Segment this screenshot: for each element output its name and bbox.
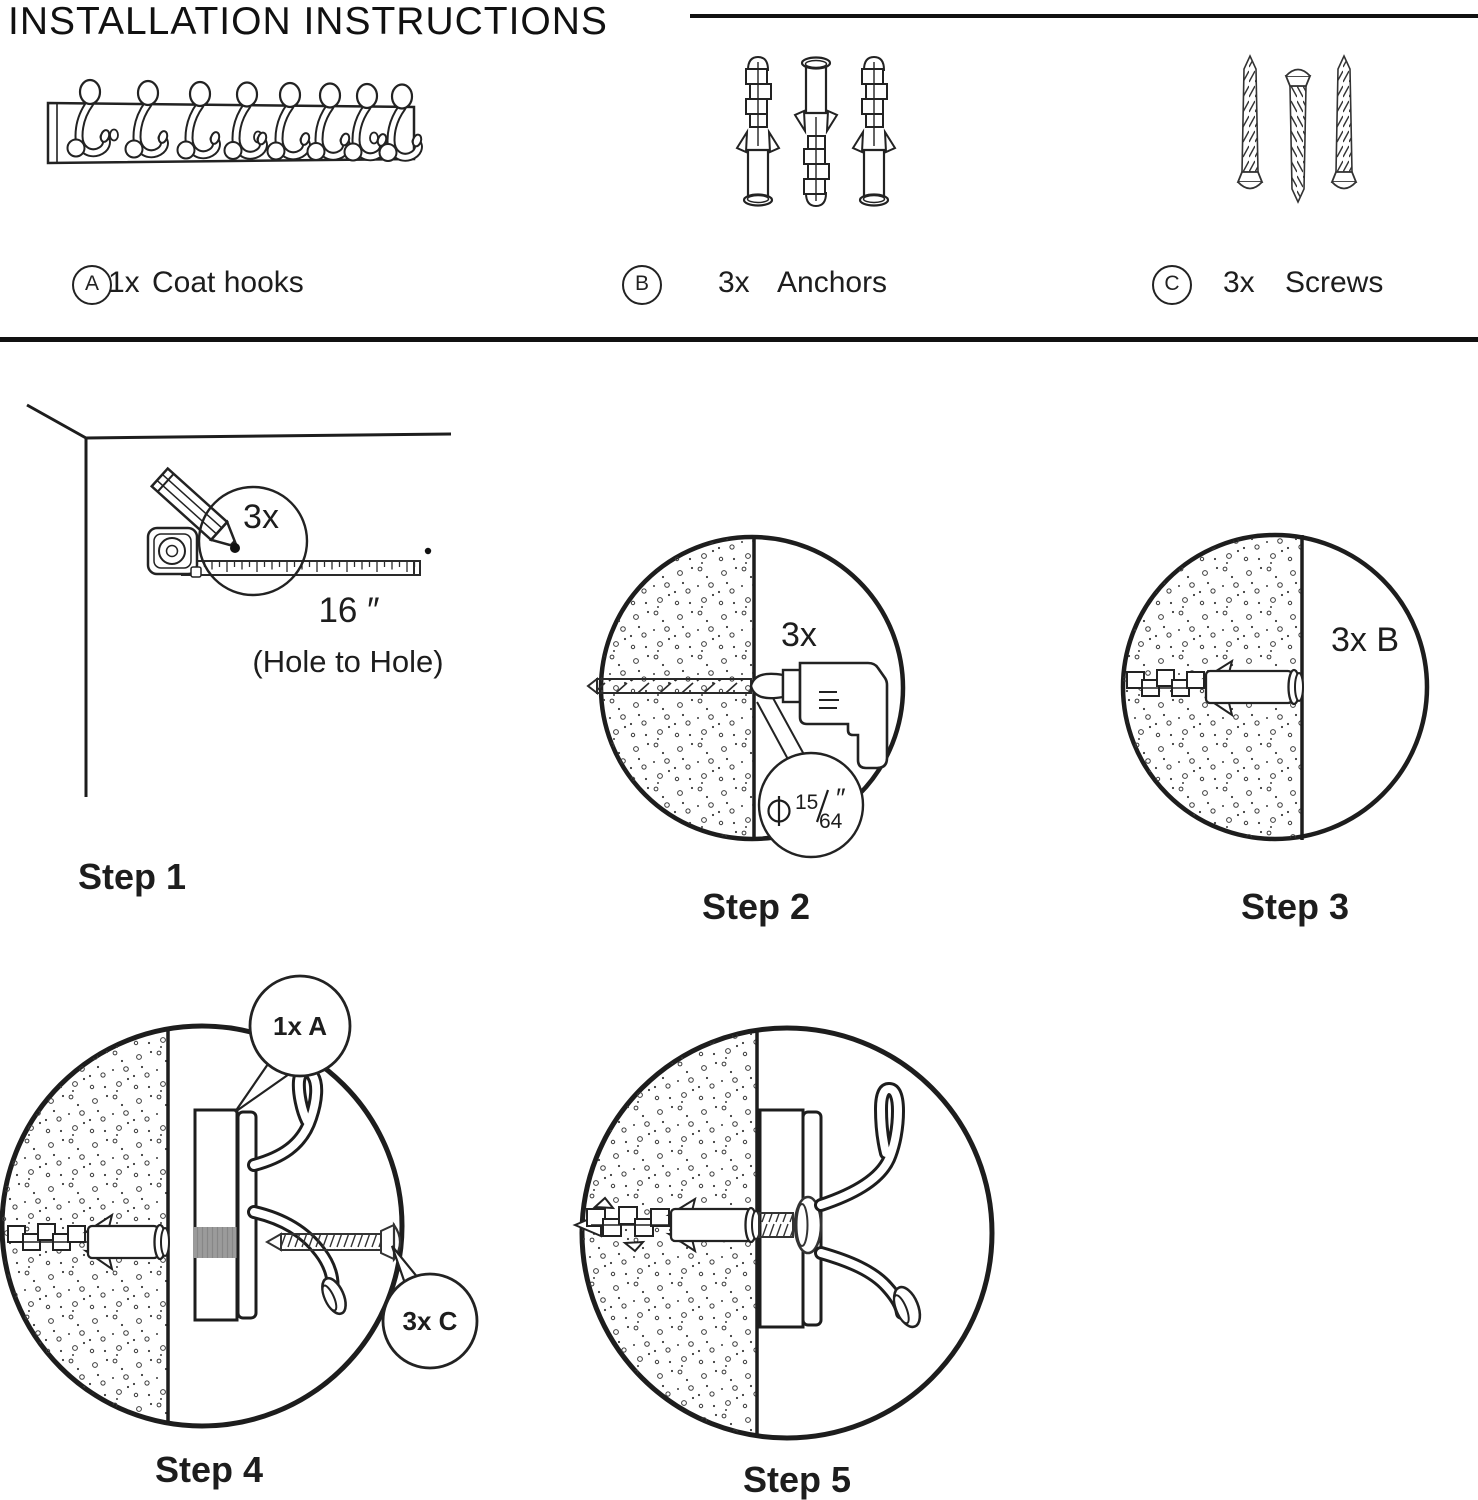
step2-figure xyxy=(585,520,925,860)
mark-count-label: 3x xyxy=(243,498,279,536)
screws-drawing xyxy=(1225,48,1375,208)
part-letter-b: B xyxy=(622,265,662,305)
part-letter-c: C xyxy=(1152,265,1192,305)
threaded-section xyxy=(193,1227,240,1258)
section-divider xyxy=(0,337,1478,342)
screw-icon xyxy=(1332,56,1356,189)
screw-callout-label: 3x C xyxy=(402,1306,458,1336)
end-mark-dot xyxy=(425,548,431,554)
step1-figure xyxy=(15,385,465,855)
screw-icon xyxy=(1238,56,1262,189)
pencil-mark-dot xyxy=(230,543,240,553)
step5-figure xyxy=(565,1015,1010,1455)
part-letter-a: A xyxy=(72,265,112,305)
coat-hook-rail-drawing xyxy=(40,78,430,178)
anchor-callout-label: 3x B xyxy=(1331,621,1400,659)
part-qty-c: 3x xyxy=(1223,266,1255,299)
drill-bit xyxy=(597,679,751,693)
page-title: INSTALLATION INSTRUCTIONS xyxy=(8,0,608,43)
part-name-c: Screws xyxy=(1285,266,1384,299)
step4-figure xyxy=(0,960,500,1460)
rack-board-cross-section xyxy=(195,1110,237,1320)
part-name-b: Anchors xyxy=(777,266,888,299)
step3-figure xyxy=(1110,520,1445,855)
wall-corner xyxy=(27,405,451,797)
part-qty-b: 3x xyxy=(718,266,750,299)
step2-label: Step 2 xyxy=(701,886,811,927)
part-qty-a: 1x xyxy=(108,266,140,299)
distance-note: (Hole to Hole) xyxy=(252,644,444,679)
title-rule xyxy=(690,14,1478,18)
step3-label: Step 3 xyxy=(1240,886,1350,927)
wall-anchor-icon xyxy=(737,57,779,206)
diameter-denominator: 64 xyxy=(819,810,843,833)
part-name-a: Coat hooks xyxy=(152,266,304,299)
screw-icon xyxy=(1286,70,1310,203)
rail-screw-hole xyxy=(110,130,118,141)
step5-label: Step 5 xyxy=(742,1459,852,1500)
wall-anchor-icon xyxy=(795,58,837,207)
tape-measure-icon xyxy=(148,528,201,577)
anchors-drawing xyxy=(725,50,905,215)
drill-count-label: 3x xyxy=(781,616,817,654)
wall-anchor-icon xyxy=(853,57,895,206)
diameter-numerator: 15 xyxy=(795,791,819,814)
rack-callout-label: 1x A xyxy=(273,1011,327,1041)
diameter-unit: ″ xyxy=(836,783,846,813)
distance-label: 16 ″ xyxy=(318,591,380,630)
step1-label: Step 1 xyxy=(77,856,187,897)
step4-label: Step 4 xyxy=(155,1449,264,1490)
